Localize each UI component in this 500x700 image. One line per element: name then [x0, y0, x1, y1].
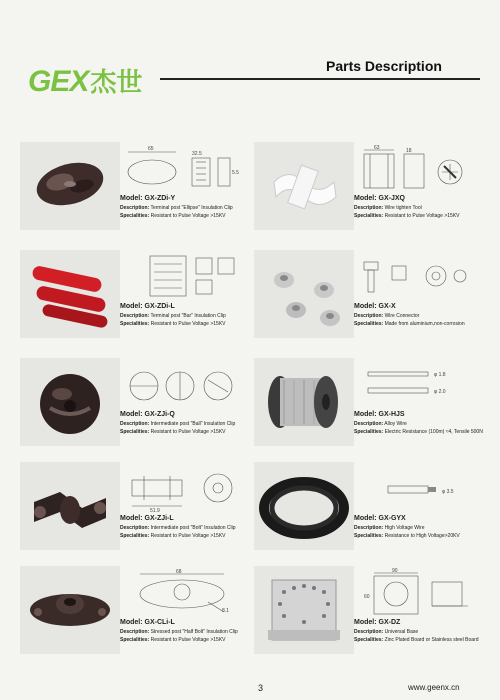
parts-row: [20, 250, 480, 338]
page-number: 3: [258, 683, 264, 693]
description-label: Description:: [354, 313, 384, 319]
description-text: Wire tighten Tool: [384, 205, 422, 211]
part-card: [20, 142, 246, 230]
dim-label: 51.9: [150, 508, 160, 514]
specialities-text: Zinc Plated Board or Stainless steel Board: [384, 637, 479, 643]
dim-label: φ 2.0: [434, 389, 446, 395]
model-name: Model: GX-GYX: [354, 515, 406, 522]
ball-insulator-image: [20, 358, 120, 446]
description-label: Description:: [354, 205, 384, 211]
description-text: Wire Connector: [384, 313, 420, 319]
part-card: [20, 358, 246, 446]
dim-label: 18: [406, 148, 412, 154]
title-rule: [160, 78, 480, 80]
specialities-text: Resistant to Pulse Voltage >15KV: [150, 533, 226, 539]
part-photo: [254, 142, 354, 230]
part-card: [254, 142, 480, 230]
half-bolt-insulator-image: [20, 566, 120, 654]
page-header: [0, 0, 500, 110]
technical-drawing: [358, 568, 476, 618]
website-url: www.geenx.cn: [408, 683, 460, 692]
description-text: Stressed post "Half Bolt" Insulation Clip: [150, 629, 238, 635]
technical-drawing: [358, 252, 476, 302]
part-info: [354, 618, 484, 644]
part-card: [254, 462, 480, 550]
parts-row: [20, 358, 483, 446]
part-card: [20, 566, 246, 654]
specialities-label: Specialities:: [354, 213, 384, 219]
part-card: [20, 250, 246, 338]
technical-drawing: [124, 568, 242, 618]
dim-label: φ 1.8: [434, 372, 446, 378]
part-info: [354, 514, 484, 540]
part-photo: [254, 250, 354, 338]
alloy-wire-spool-image: [254, 358, 354, 446]
description-label: Description:: [120, 313, 150, 319]
specialities-label: Specialities:: [354, 637, 384, 643]
part-photo: [20, 250, 120, 338]
dim-label: 32.5: [192, 151, 202, 157]
specialities-text: Resistant to Pulse Voltage >15KV: [150, 321, 226, 327]
description-text: Universal Base: [384, 629, 419, 635]
part-photo: [254, 358, 354, 446]
part-card: [254, 358, 483, 446]
description-text: Intermediate post "Bolt" Insulation Clip: [150, 525, 236, 531]
dim-label: 68: [176, 569, 182, 575]
brand-logo: [28, 62, 142, 99]
part-photo: [20, 462, 120, 550]
technical-drawing: [358, 360, 476, 410]
part-photo: [20, 142, 120, 230]
part-card: [20, 462, 246, 550]
dim-label: 60: [364, 594, 370, 600]
ellipse-insulator-image: [20, 142, 120, 230]
dim-label: 5.5: [232, 170, 239, 176]
wire-connector-image: [254, 250, 354, 338]
model-name: Model: GX-JXQ: [354, 195, 405, 202]
parts-row: [20, 462, 480, 550]
description-label: Description:: [354, 629, 384, 635]
description-text: Intermediate post "Ball" Insulation Clip: [150, 421, 236, 427]
model-name: Model: GX-ZJi-L: [120, 515, 174, 522]
bolt-insulator-image: [20, 462, 120, 550]
model-name: Model: GX-HJS: [354, 411, 405, 418]
description-label: Description:: [120, 205, 150, 211]
part-info: [120, 410, 250, 436]
specialities-label: Specialities:: [120, 533, 150, 539]
technical-drawing: [358, 464, 476, 514]
part-info: [120, 194, 250, 220]
part-info: [354, 410, 484, 436]
model-name: Model: GX-ZDi-L: [120, 303, 175, 310]
model-name: Model: GX-X: [354, 303, 396, 310]
description-label: Description:: [120, 421, 150, 427]
model-name: Model: GX-ZDi-Y: [120, 195, 176, 202]
part-photo: [254, 566, 354, 654]
description-text: Terminal post "Ellipse" Insulation Clip: [150, 205, 233, 211]
parts-row: [20, 142, 480, 230]
dim-label: 65: [148, 146, 154, 152]
part-info: [354, 194, 484, 220]
technical-drawing: [124, 144, 242, 194]
model-name: Model: GX-ZJi-Q: [120, 411, 175, 418]
part-card: [254, 250, 480, 338]
specialities-text: Resistant to Pulse Voltage >15KV: [384, 213, 460, 219]
model-name: Model: GX-CLi-L: [120, 619, 175, 626]
bar-insulator-image: [20, 250, 120, 338]
logo-chinese-text: 杰世: [90, 67, 143, 97]
parts-row: [20, 566, 480, 654]
technical-drawing: [124, 252, 242, 302]
description-text: Alloy Wire: [384, 421, 407, 427]
specialities-text: Resistant to Pulse Voltage >15KV: [150, 637, 226, 643]
specialities-label: Specialities:: [120, 213, 150, 219]
part-photo: [20, 358, 120, 446]
universal-base-image: [254, 566, 354, 654]
specialities-label: Specialities:: [120, 429, 150, 435]
part-photo: [254, 462, 354, 550]
technical-drawing: [124, 360, 242, 410]
description-text: High Voltage Wire: [384, 525, 425, 531]
dim-label: 8.1: [222, 608, 229, 614]
specialities-label: Specialities:: [354, 533, 384, 539]
page-title: Parts Description: [326, 58, 442, 74]
part-info: [120, 618, 250, 644]
part-info: [120, 514, 250, 540]
description-text: Terminal post "Bar" Insulation Clip: [150, 313, 226, 319]
specialities-text: Resistant to Pulse Voltage >15KV: [150, 213, 226, 219]
dim-label: φ 3.5: [442, 489, 454, 495]
dim-label: 90: [392, 568, 398, 574]
description-label: Description:: [354, 525, 384, 531]
description-label: Description:: [120, 525, 150, 531]
part-info: [120, 302, 250, 328]
description-label: Description:: [354, 421, 384, 427]
specialities-text: Electric Resistance (100m) ≈4, Tensile 500N: [384, 429, 483, 435]
part-photo: [20, 566, 120, 654]
dim-label: 63: [374, 145, 380, 151]
specialities-label: Specialities:: [354, 429, 384, 435]
description-label: Description:: [120, 629, 150, 635]
specialities-label: Specialities:: [354, 321, 384, 327]
specialities-label: Specialities:: [120, 637, 150, 643]
technical-drawing: [358, 144, 476, 194]
logo-text: GEX: [28, 65, 89, 98]
part-card: [254, 566, 480, 654]
specialities-label: Specialities:: [120, 321, 150, 327]
high-voltage-wire-image: [254, 462, 354, 550]
wire-tighten-tool-image: [254, 142, 354, 230]
model-name: Model: GX-DZ: [354, 619, 401, 626]
specialities-text: Resistance to High Voltage>20KV: [384, 533, 460, 539]
specialities-text: Resistant to Pulse Voltage >15KV: [150, 429, 226, 435]
technical-drawing: [124, 464, 242, 514]
specialities-text: Made from aluminium,non-corrosion: [384, 321, 465, 327]
part-info: [354, 302, 484, 328]
